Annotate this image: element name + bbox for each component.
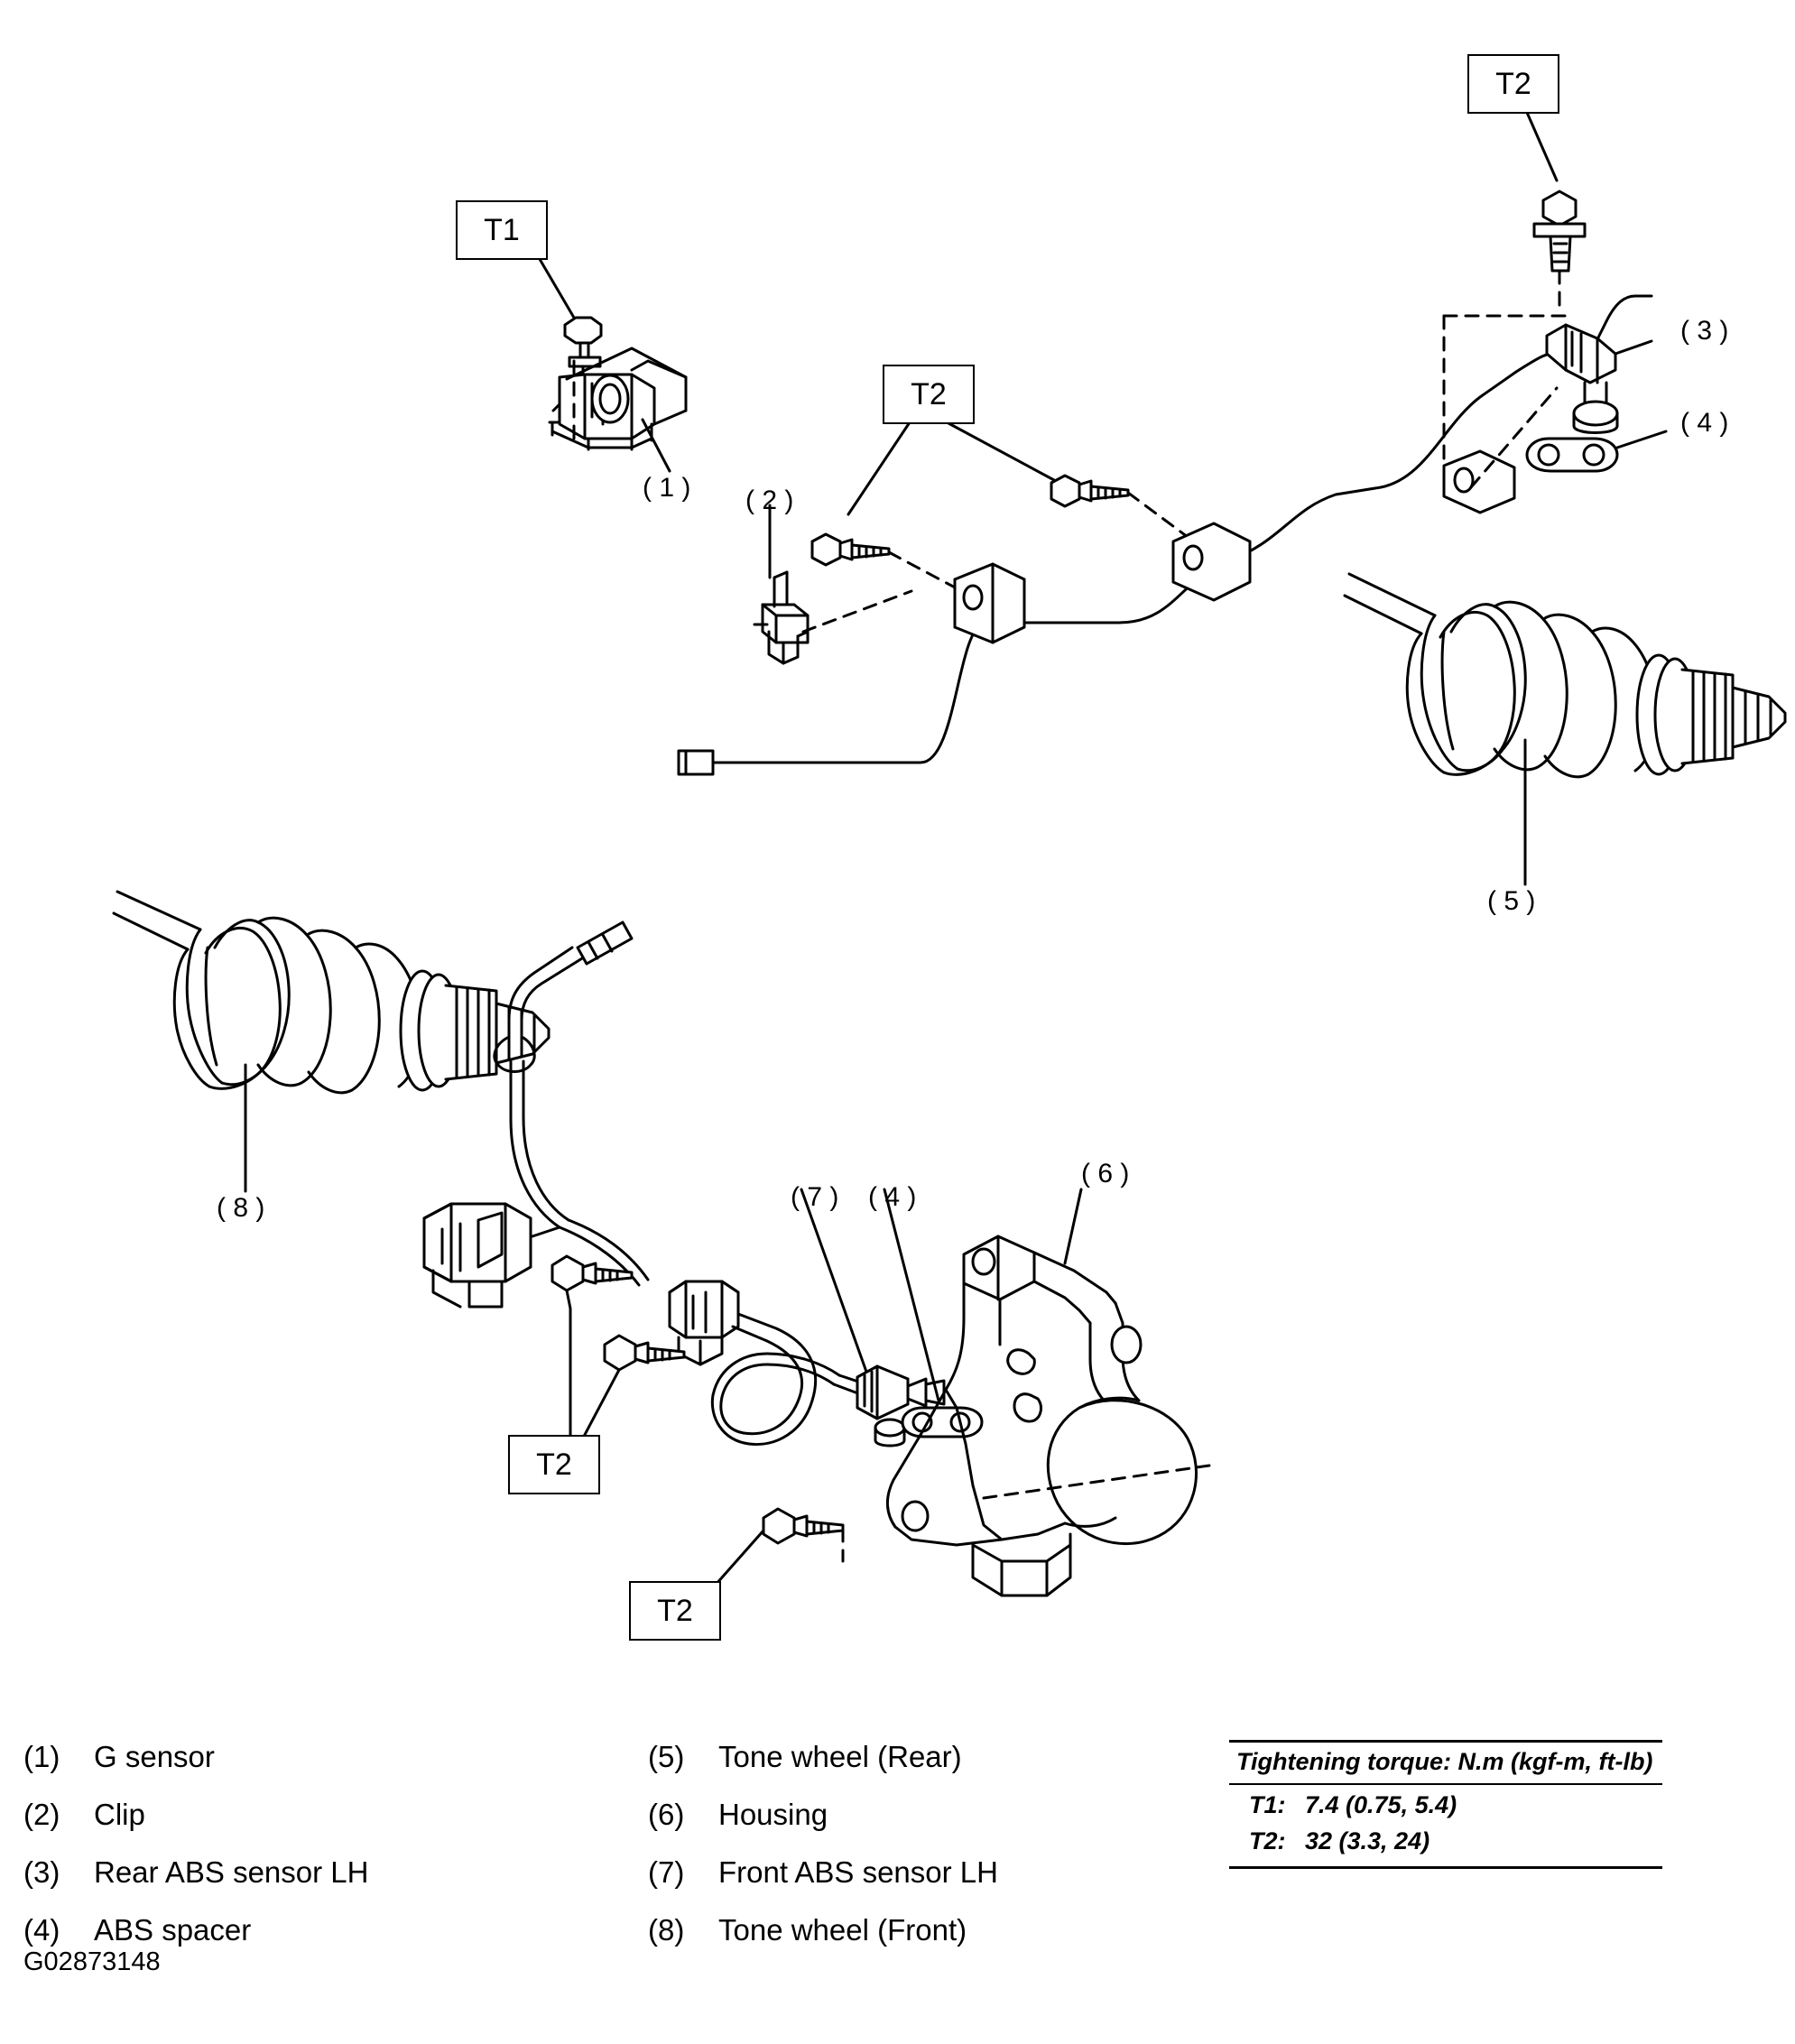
callout-part-3: ( 3 ): [1680, 316, 1729, 346]
legend-label: Housing: [718, 1798, 828, 1831]
bolt-mid-upper: [1051, 476, 1128, 506]
leader-t1: [537, 254, 574, 318]
legend-label: ABS spacer: [94, 1913, 252, 1947]
tightening-torque-table: [1229, 1740, 1662, 1869]
torque-callout-t2-lower-left: T2: [508, 1435, 600, 1494]
callout-part-8: ( 8 ): [217, 1193, 265, 1223]
legend-number: (5): [648, 1740, 685, 1773]
rear-abs-sensor: [1547, 325, 1652, 433]
legend-item-5: [648, 1740, 998, 1774]
callout-part-2: ( 2 ): [745, 486, 794, 515]
callout-part-6: ( 6 ): [1081, 1159, 1130, 1188]
rear-harness-wire: [713, 623, 1119, 763]
callout-part-7: ( 7 ): [791, 1182, 839, 1212]
leader-t2-topright: [1525, 108, 1557, 180]
leader-part-4-rear: [1617, 431, 1666, 448]
legend-label: G sensor: [94, 1740, 215, 1773]
leader-part-1: [643, 420, 670, 471]
torque-key: T1:: [1249, 1791, 1286, 1818]
legend-label: Tone wheel (Rear): [718, 1740, 962, 1773]
leader-t2-mid-a: [848, 417, 913, 514]
legend-label: Clip: [94, 1798, 145, 1831]
torque-table-footer-rule: [1229, 1857, 1662, 1869]
leader-part-4-front: [884, 1189, 939, 1401]
legend-item-1: [23, 1740, 368, 1774]
legend-left-column: [23, 1740, 368, 1971]
tone-wheel-rear: [1345, 574, 1785, 777]
torque-callout-t2-top-right: T2: [1467, 54, 1559, 114]
harness-connector-left: [679, 751, 713, 774]
torque-table-header: Tightening torque: N.m (kgf-m, ft-lb): [1229, 1740, 1662, 1785]
legend-number: (4): [23, 1913, 60, 1947]
legend-number: (2): [23, 1798, 60, 1831]
abs-spacer-front: [902, 1408, 982, 1437]
legend-item-7: [648, 1855, 998, 1890]
bolt-mid-left: [812, 534, 889, 565]
legend-item-8: [648, 1913, 998, 1947]
clip-part: [763, 572, 808, 663]
legend-label: Front ABS sensor LH: [718, 1855, 998, 1889]
torque-table-row-t2: [1229, 1821, 1662, 1857]
torque-key: T2:: [1249, 1827, 1286, 1854]
legend-item-2: [23, 1798, 368, 1832]
legend-number: (6): [648, 1798, 685, 1831]
tone-wheel-front: [114, 892, 549, 1093]
bolt-lower-b: [605, 1336, 684, 1370]
torque-callout-t2-middle: T2: [883, 365, 975, 424]
abs-spacer-rear: [1527, 439, 1617, 471]
legend-number: (7): [648, 1855, 685, 1889]
torque-callout-t1-top-left: T1: [456, 200, 548, 260]
legend-label: Rear ABS sensor LH: [94, 1855, 369, 1889]
legend-number: (3): [23, 1855, 60, 1889]
bolt-top-right: [1534, 191, 1585, 271]
legend-item-6: [648, 1798, 998, 1832]
torque-value: 7.4 (0.75, 5.4): [1305, 1791, 1457, 1818]
legend-number: (8): [648, 1913, 685, 1947]
legend-right-column: [648, 1740, 998, 1971]
legend-item-3: [23, 1855, 368, 1890]
leader-part-7: [801, 1189, 866, 1372]
bolt-lower-a: [552, 1256, 632, 1290]
callout-part-4-front: ( 4 ): [868, 1182, 917, 1212]
torque-table-row-t1: [1229, 1785, 1662, 1821]
callout-part-1: ( 1 ): [643, 473, 691, 503]
legend-item-4: [23, 1913, 368, 1947]
torque-callout-t2-bottom: T2: [629, 1581, 721, 1641]
legend-label: Tone wheel (Front): [718, 1913, 967, 1947]
figure-code: G02873148: [23, 1947, 161, 1976]
callout-part-4-rear: ( 4 ): [1680, 408, 1729, 438]
leader-part-6: [1065, 1189, 1081, 1263]
leader-t2-mid-b: [937, 417, 1054, 480]
legend-number: (1): [23, 1740, 60, 1773]
callout-part-5: ( 5 ): [1487, 886, 1536, 916]
bolt-bottom: [763, 1509, 843, 1543]
torque-value: 32 (3.3, 24): [1305, 1827, 1430, 1854]
